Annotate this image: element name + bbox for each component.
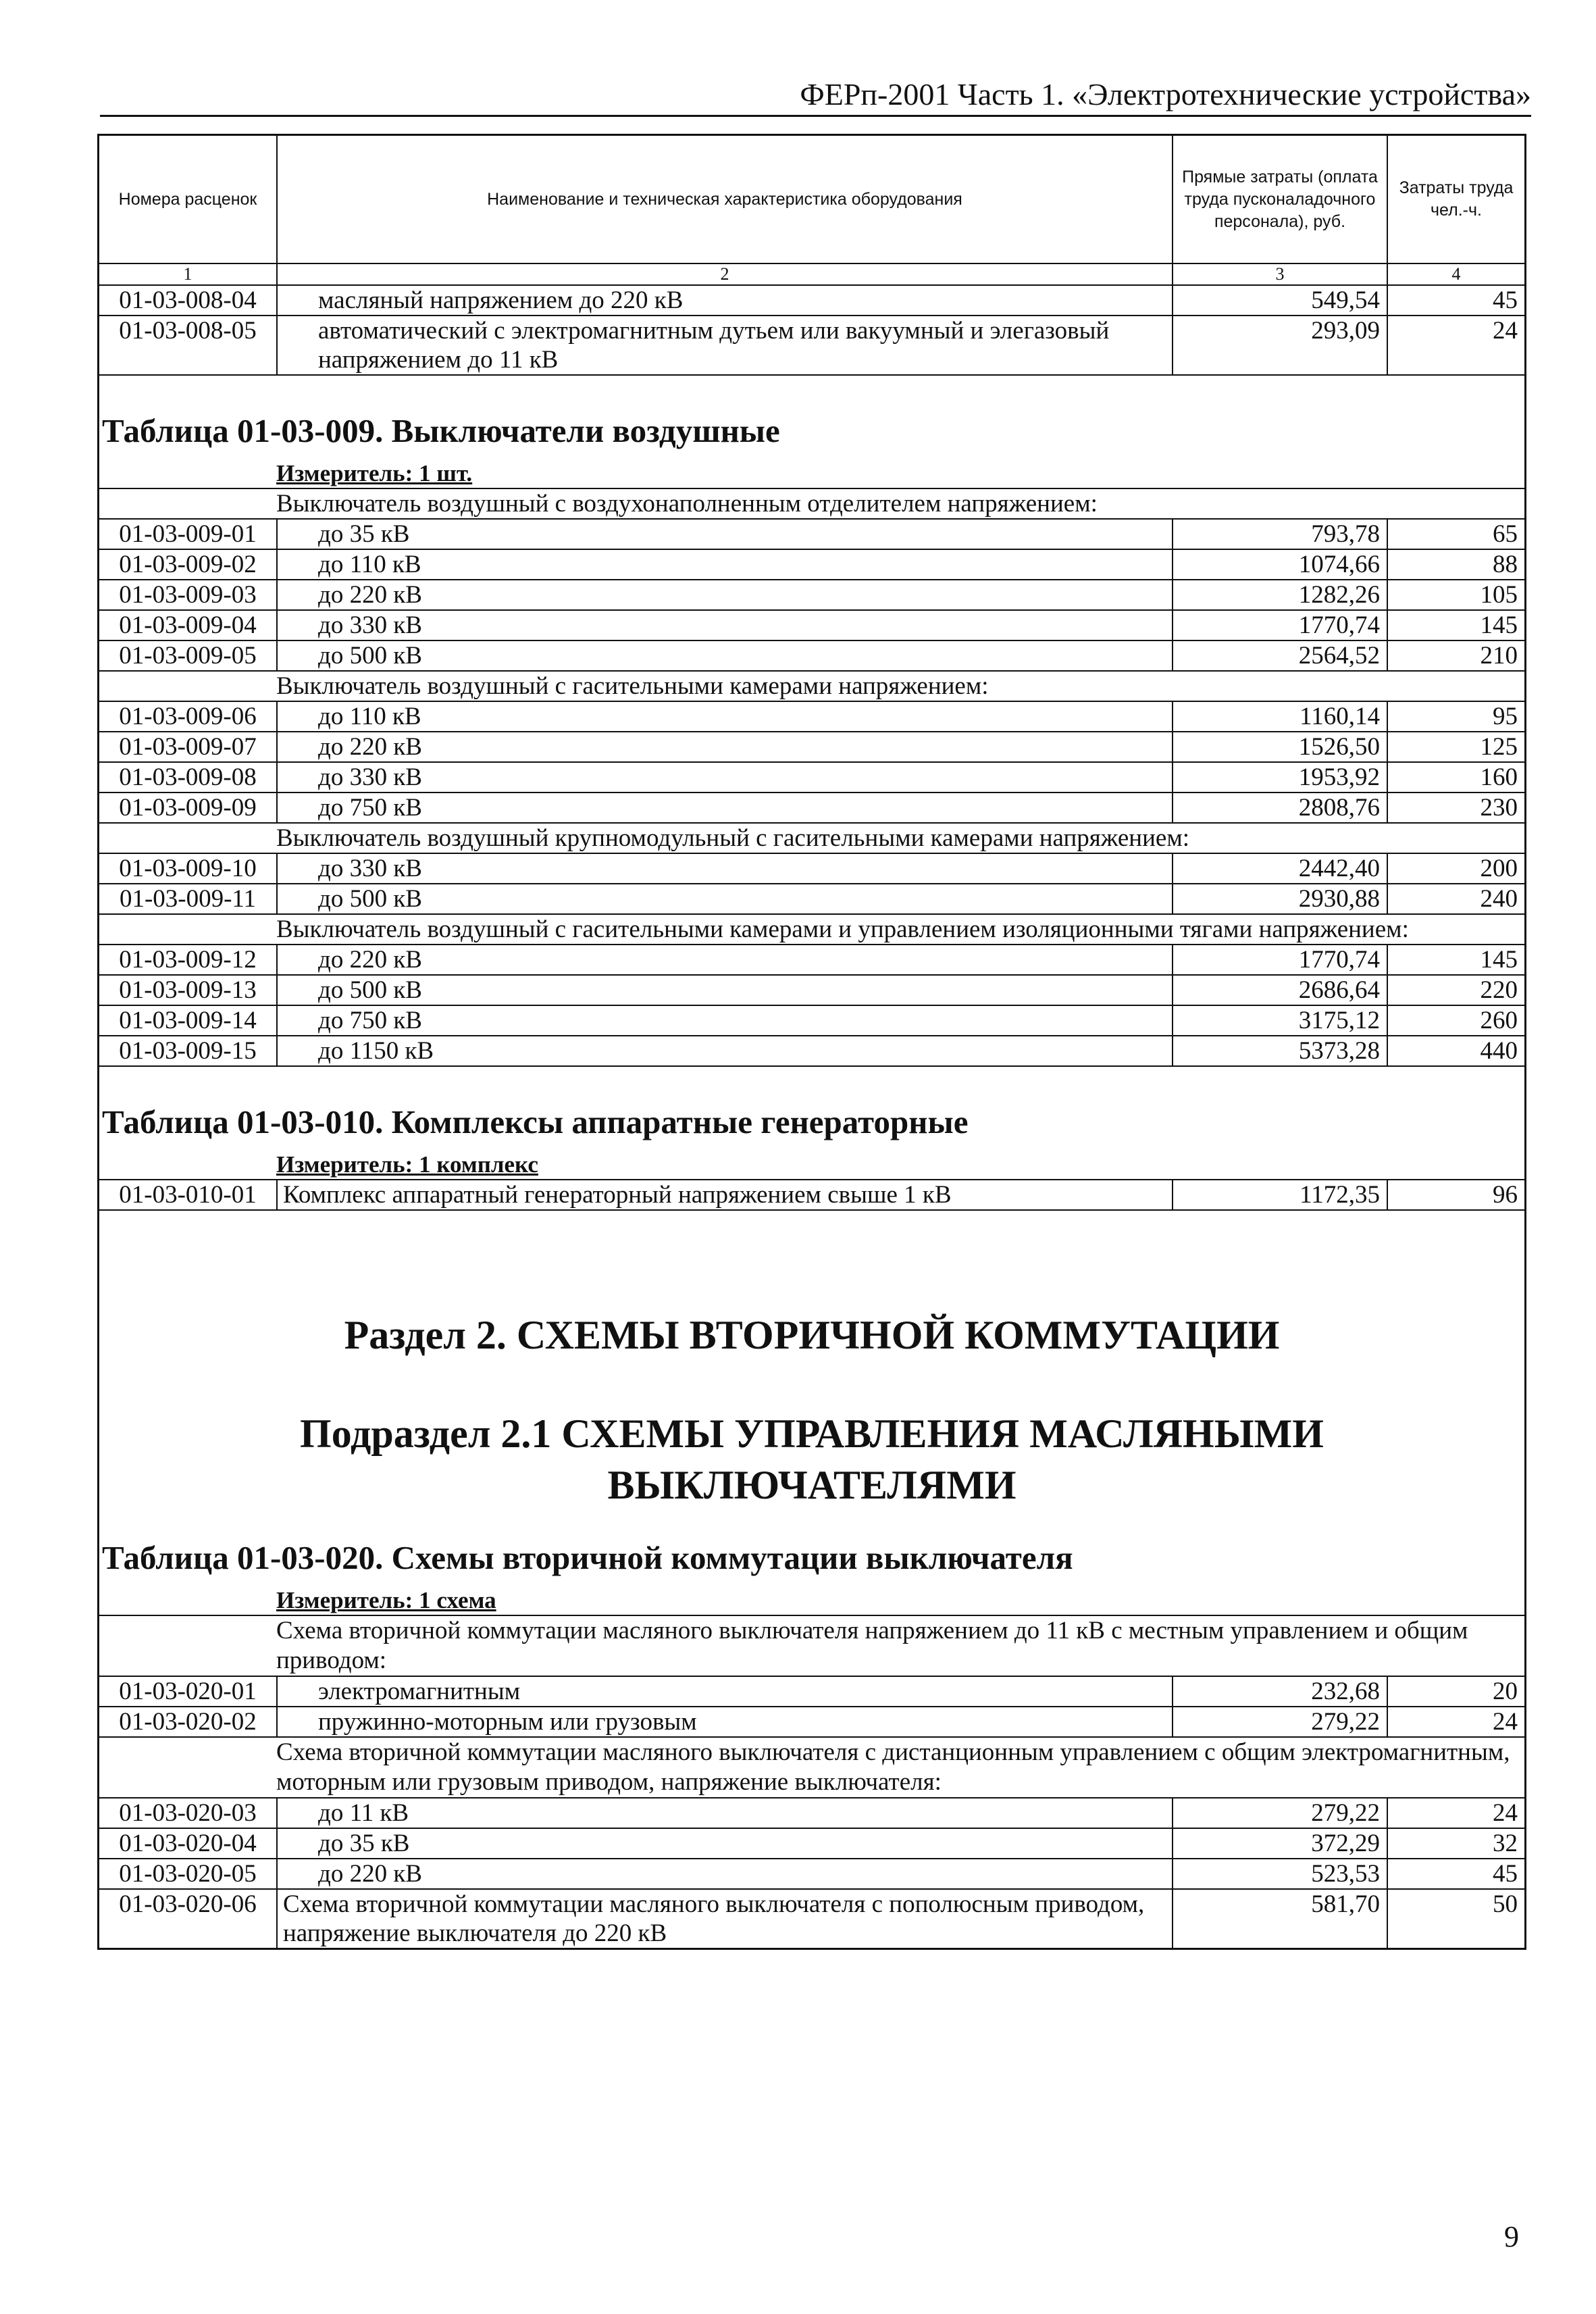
row-name: до 35 кВ [276, 1829, 1172, 1858]
group-heading: Выключатель воздушный с гасительными камерами и управлением изоляционными тягами напряжением: [99, 915, 1524, 945]
col-header-name: Наименование и техническая характеристика оборудования [276, 136, 1172, 263]
row-name: до 750 кВ [276, 793, 1172, 822]
row-code: 01-03-010-01 [119, 1181, 257, 1209]
row-cost: 793,78 [1172, 520, 1387, 549]
table-row [99, 611, 1524, 641]
row-name: до 1150 кВ [276, 1036, 1172, 1065]
row-code: 01-03-009-09 [119, 794, 257, 822]
row-labor: 20 [1387, 1677, 1524, 1706]
table-row [99, 1707, 1524, 1738]
row-name: Комплекс аппаратный генераторный напряжением свыше 1 кВ [276, 1180, 1172, 1209]
row-name: до 330 кВ [276, 763, 1172, 792]
row-cost: 2564,52 [1172, 641, 1387, 670]
row-code: 01-03-009-15 [119, 1037, 257, 1065]
row-labor: 125 [1387, 732, 1524, 761]
table-row [99, 1677, 1524, 1707]
running-header: ФЕРп-2001 Часть 1. «Электротехнические устройства» [800, 77, 1531, 111]
col-number: 1 [183, 264, 192, 284]
row-labor: 200 [1387, 854, 1524, 883]
row-name: до 750 кВ [276, 1006, 1172, 1035]
row-name: масляный напряжением до 220 кВ [276, 286, 1172, 315]
row-cost: 1282,26 [1172, 580, 1387, 609]
row-labor: 220 [1387, 976, 1524, 1005]
row-cost: 1953,92 [1172, 763, 1387, 792]
section-title: Раздел 2. СХЕМЫ ВТОРИЧНОЙ КОММУТАЦИИ [344, 1313, 1280, 1357]
row-cost: 2808,76 [1172, 793, 1387, 822]
row-code: 01-03-009-08 [119, 763, 257, 791]
table-row [99, 1006, 1524, 1036]
row-code: 01-03-009-01 [119, 520, 257, 548]
row-cost: 1526,50 [1172, 732, 1387, 761]
row-code: 01-03-009-10 [119, 855, 257, 882]
row-name: до 330 кВ [276, 854, 1172, 883]
table-row [99, 316, 1524, 376]
col-header-code: Номера расценок [118, 189, 257, 209]
row-cost: 1160,14 [1172, 702, 1387, 731]
col-number: 2 [276, 264, 1172, 284]
table-row [99, 1180, 1524, 1211]
row-name: до 220 кВ [276, 1859, 1172, 1888]
row-name: до 500 кВ [276, 641, 1172, 670]
row-code: 01-03-009-14 [119, 1007, 257, 1034]
row-cost: 372,29 [1172, 1829, 1387, 1858]
table-row [99, 732, 1524, 763]
row-labor: 32 [1387, 1829, 1524, 1858]
row-name: до 110 кВ [276, 550, 1172, 579]
table-title: Таблица 01-03-010. Комплексы аппаратные генераторные [102, 1103, 969, 1140]
row-cost: 2686,64 [1172, 976, 1387, 1005]
row-labor: 95 [1387, 702, 1524, 731]
row-name: до 500 кВ [276, 976, 1172, 1005]
row-cost: 1074,66 [1172, 550, 1387, 579]
row-labor: 240 [1387, 884, 1524, 913]
table-meter: Измеритель: 1 комплекс [99, 1151, 1524, 1180]
row-code: 01-03-009-04 [119, 611, 257, 639]
group-heading: Выключатель воздушный с гасительными камерами напряжением: [99, 672, 1524, 702]
subsection-title-line2: ВЫКЛЮЧАТЕЛЯМИ [607, 1463, 1016, 1507]
table-title: Таблица 01-03-020. Схемы вторичной коммутации выключателя [102, 1539, 1073, 1576]
row-labor: 145 [1387, 611, 1524, 640]
table-row [99, 550, 1524, 580]
row-labor: 160 [1387, 763, 1524, 792]
row-cost: 3175,12 [1172, 1006, 1387, 1035]
group-heading: Выключатель воздушный крупномодульный с гасительными камерами напряжением: [99, 824, 1524, 854]
row-name: до 220 кВ [276, 732, 1172, 761]
row-code: 01-03-020-06 [119, 1890, 257, 1918]
table-row [99, 793, 1524, 824]
table-row [99, 945, 1524, 976]
table-row [99, 1859, 1524, 1890]
row-labor: 24 [1387, 316, 1524, 374]
table-row [99, 884, 1524, 915]
row-cost: 279,22 [1172, 1707, 1387, 1736]
table-meter: Измеритель: 1 шт. [99, 459, 1524, 489]
row-code: 01-03-020-01 [119, 1678, 257, 1705]
row-name: до 500 кВ [276, 884, 1172, 913]
row-labor: 230 [1387, 793, 1524, 822]
row-labor: 45 [1387, 286, 1524, 315]
column-numbers [99, 264, 1524, 286]
row-cost: 2930,88 [1172, 884, 1387, 913]
table-header [99, 136, 1524, 264]
row-cost: 232,68 [1172, 1677, 1387, 1706]
row-name: до 330 кВ [276, 611, 1172, 640]
table-title: Таблица 01-03-009. Выключатели воздушные [102, 412, 780, 449]
row-code: 01-03-020-04 [119, 1830, 257, 1857]
row-labor: 88 [1387, 550, 1524, 579]
table-row [99, 641, 1524, 672]
row-labor: 65 [1387, 520, 1524, 549]
row-cost: 293,09 [1172, 316, 1387, 374]
row-name: до 110 кВ [276, 702, 1172, 731]
table-row [99, 763, 1524, 793]
row-labor: 105 [1387, 580, 1524, 609]
col-header-labor: Затраты труда чел.-ч. [1387, 136, 1524, 263]
price-table [97, 134, 1526, 1950]
table-row [99, 1799, 1524, 1829]
row-labor: 50 [1387, 1890, 1524, 1948]
row-labor: 145 [1387, 945, 1524, 974]
table-row [99, 976, 1524, 1006]
group-heading: Выключатель воздушный с воздухонаполненным отделителем напряжением: [99, 489, 1524, 520]
row-cost: 523,53 [1172, 1859, 1387, 1888]
row-code: 01-03-020-03 [119, 1799, 257, 1827]
table-row [99, 286, 1524, 316]
row-name: до 11 кВ [276, 1799, 1172, 1828]
col-number: 3 [1172, 264, 1387, 284]
col-number: 4 [1387, 264, 1524, 284]
page-number: 9 [1504, 2220, 1519, 2253]
table-row [99, 1890, 1524, 1948]
row-labor: 440 [1387, 1036, 1524, 1065]
table-row [99, 854, 1524, 884]
group-heading: Схема вторичной коммутации масляного выключателя с дистанционным управлением с общим электромагнитным, моторным или грузовым приводом, напряжение выключателя: [99, 1738, 1524, 1799]
subsection-title-line1: Подраздел 2.1 СХЕМЫ УПРАВЛЕНИЯ МАСЛЯНЫМИ [300, 1411, 1324, 1456]
row-code: 01-03-009-03 [119, 581, 257, 609]
row-name: до 35 кВ [276, 520, 1172, 549]
row-cost: 1770,74 [1172, 611, 1387, 640]
spacer [99, 1211, 1524, 1309]
col-header-cost: Прямые затраты (оплата труда пусконаладочного персонала), руб. [1172, 136, 1387, 263]
row-code: 01-03-020-02 [119, 1708, 257, 1736]
row-code: 01-03-009-02 [119, 551, 257, 578]
row-cost: 1172,35 [1172, 1180, 1387, 1209]
row-labor: 24 [1387, 1707, 1524, 1736]
table-meter: Измеритель: 1 схема [99, 1586, 1524, 1616]
row-labor: 24 [1387, 1799, 1524, 1828]
row-name: Схема вторичной коммутации масляного выключателя с пополюсным приводом, напряжение выключателя до 220 кВ [276, 1890, 1172, 1948]
row-cost: 1770,74 [1172, 945, 1387, 974]
table-row [99, 702, 1524, 732]
row-name: до 220 кВ [276, 580, 1172, 609]
row-code: 01-03-009-13 [119, 976, 257, 1004]
table-row [99, 1036, 1524, 1067]
row-labor: 45 [1387, 1859, 1524, 1888]
row-labor: 210 [1387, 641, 1524, 670]
row-cost: 581,70 [1172, 1890, 1387, 1948]
row-code: 01-03-020-05 [119, 1860, 257, 1888]
row-labor: 96 [1387, 1180, 1524, 1209]
row-code: 01-03-009-05 [119, 642, 257, 670]
row-cost: 2442,40 [1172, 854, 1387, 883]
table-row [99, 580, 1524, 611]
row-name: автоматический с электромагнитным дутьем или вакуумный и элегазовый напряжением до 11 кВ [276, 316, 1172, 374]
row-code: 01-03-009-11 [119, 885, 257, 913]
row-code: 01-03-008-05 [119, 317, 257, 345]
row-name: пружинно-моторным или грузовым [276, 1707, 1172, 1736]
table-row [99, 1829, 1524, 1859]
row-code: 01-03-009-07 [119, 733, 257, 761]
row-cost: 5373,28 [1172, 1036, 1387, 1065]
row-code: 01-03-009-12 [119, 946, 257, 974]
row-cost: 279,22 [1172, 1799, 1387, 1828]
row-code: 01-03-008-04 [119, 286, 257, 314]
header-rule [100, 115, 1531, 117]
row-name: до 220 кВ [276, 945, 1172, 974]
group-heading: Схема вторичной коммутации масляного выключателя напряжением до 11 кВ с местным управлением и общим приводом: [99, 1616, 1524, 1677]
row-cost: 549,54 [1172, 286, 1387, 315]
table-row [99, 520, 1524, 550]
spacer [99, 1361, 1524, 1408]
row-code: 01-03-009-06 [119, 703, 257, 730]
row-name: электромагнитным [276, 1677, 1172, 1706]
row-labor: 260 [1387, 1006, 1524, 1035]
